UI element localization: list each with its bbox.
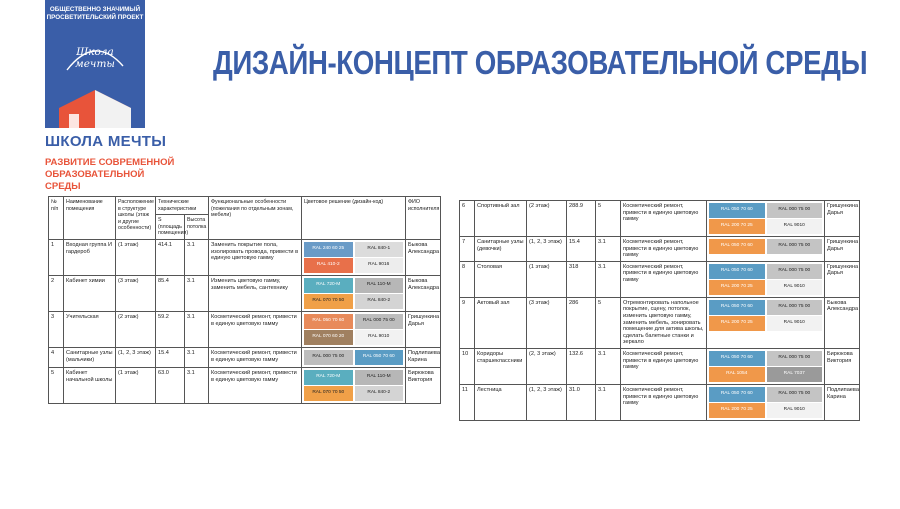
room-name: Санитарные узлы (мальчики): [64, 347, 116, 367]
room-area: 15.4: [156, 347, 185, 367]
row-number: 3: [49, 311, 64, 347]
room-requirements: Косметический ремонт, привести в единую цветовую гамму: [621, 384, 707, 420]
color-swatch: RAL 9010: [767, 219, 823, 234]
color-scheme: [302, 347, 406, 367]
executor-name: Бирюкова Виктория: [825, 348, 860, 384]
table-row: [49, 239, 441, 275]
ceiling-height: 5: [596, 201, 621, 237]
project-logo: [45, 0, 145, 128]
color-swatch: RAL 9010: [767, 403, 823, 418]
executor-name: Быкова Александра: [406, 275, 441, 311]
executor-name: Быкова Александра: [406, 239, 441, 275]
executor-name: Подлипаева Карина: [406, 347, 441, 367]
color-swatch: RAL 9010: [767, 316, 823, 331]
rooms-table-left: [48, 196, 440, 404]
color-scheme: [707, 261, 825, 297]
color-swatch-grid: [709, 351, 822, 382]
color-swatch: RAL 050 70 60: [355, 350, 404, 365]
executor-name: Бирюкова Виктория: [406, 367, 441, 403]
color-scheme: [707, 384, 825, 420]
room-area: 318: [567, 261, 596, 297]
room-area: 31.0: [567, 384, 596, 420]
row-number: 1: [49, 239, 64, 275]
logo-script-line-1: Школа: [76, 46, 114, 58]
col-header-color: Цветовое решение (дизайн-код): [302, 197, 406, 240]
color-swatch: RAL 240 60 25: [304, 242, 353, 257]
color-swatch: RAL 070 60 20: [304, 330, 353, 345]
color-swatch: RAL 200 70 25: [709, 316, 765, 331]
color-swatch-grid: [304, 314, 403, 345]
color-swatch: RAL 000 75 00: [767, 203, 823, 218]
room-requirements: Косметический ремонт, привести в единую цветовую гамму: [621, 237, 707, 262]
color-swatch: RAL 840-1: [355, 242, 404, 257]
row-number: 5: [49, 367, 64, 403]
table-row: [460, 237, 860, 262]
ceiling-height: 3.1: [596, 348, 621, 384]
table-row: [460, 297, 860, 348]
color-swatch: RAL 000 75 00: [767, 387, 823, 402]
ceiling-height: 3.1: [185, 275, 209, 311]
color-swatch: RAL 720-M: [304, 370, 353, 385]
color-swatch: RAL 050 70 60: [709, 239, 765, 254]
room-area: 414.1: [156, 239, 185, 275]
room-area: 286: [567, 297, 596, 348]
executor-name: Гришункина Дарья: [825, 201, 860, 237]
color-swatch: RAL 110-M: [355, 278, 404, 293]
color-scheme: [707, 201, 825, 237]
color-swatch: RAL 050 70 60: [709, 300, 765, 315]
room-requirements: Заменить покрытие пола, изолировать провода, привести в единую цветовую гамму: [209, 239, 302, 275]
ceiling-height: 3.1: [596, 261, 621, 297]
col-header-tech: Технические характеристики: [156, 197, 209, 215]
color-scheme: [302, 239, 406, 275]
ceiling-height: 3.1: [185, 367, 209, 403]
color-swatch: RAL 000 75 00: [767, 300, 823, 315]
rooms-table-left-body: [49, 239, 441, 403]
row-number: 6: [460, 201, 475, 237]
row-number: 2: [49, 275, 64, 311]
room-name: Актовый зал: [475, 297, 527, 348]
room-name: Спортивный зал: [475, 201, 527, 237]
table-row: [460, 348, 860, 384]
color-swatch: RAL 000 75 00: [767, 239, 823, 254]
color-swatch: RAL 200 70 25: [709, 219, 765, 234]
room-requirements: Косметический ремонт, привести в единую цветовую гамму: [209, 347, 302, 367]
color-swatch: RAL 070 70 50: [304, 386, 353, 401]
room-location: (2 этаж): [116, 311, 156, 347]
color-scheme: [302, 367, 406, 403]
color-scheme: [707, 297, 825, 348]
room-name: Лестница: [475, 384, 527, 420]
color-swatch: RAL 070 70 50: [304, 294, 353, 309]
color-swatch: RAL 7037: [767, 367, 823, 382]
color-swatch-grid: [304, 370, 403, 401]
room-location: (1, 2, 3 этаж): [116, 347, 156, 367]
color-swatch: RAL 9010: [767, 280, 823, 295]
color-swatch-grid: [304, 278, 403, 309]
executor-name: Гришункина Дарья: [406, 311, 441, 347]
logo-subtitle-line-1: РАЗВИТИЕ СОВРЕМЕННОЙ: [45, 157, 175, 168]
room-name: Учительская: [64, 311, 116, 347]
color-scheme: [302, 275, 406, 311]
executor-name: Подлипаева Карина: [825, 384, 860, 420]
room-location: (1 этаж): [116, 239, 156, 275]
col-header-func: Функциональные особенности (пожелания по отдельным зонам, мебели): [209, 197, 302, 240]
color-swatch: RAL 1054: [709, 367, 765, 382]
room-name: Санитарные узлы (девочки): [475, 237, 527, 262]
room-area: 15.4: [567, 237, 596, 262]
room-area: 132.6: [567, 348, 596, 384]
room-location: (1, 2, 3 этаж): [527, 384, 567, 420]
room-area: 63.0: [156, 367, 185, 403]
ceiling-height: 3.1: [185, 347, 209, 367]
ceiling-height: 3.1: [185, 239, 209, 275]
logo-subtitle: [45, 157, 175, 193]
logo-script-line-2: мечты: [75, 58, 115, 70]
col-header-location: Расположение в структуре школы (этаж и другие особенности): [116, 197, 156, 240]
room-requirements: Косметический ремонт, привести в единую цветовую гамму: [209, 311, 302, 347]
table-row: [460, 201, 860, 237]
room-location: (3 этаж): [527, 297, 567, 348]
logo-top-line-1: ОБЩЕСТВЕННО ЗНАЧИМЫЙ: [49, 6, 141, 13]
room-requirements: Косметический ремонт, привести в единую цветовую гамму: [621, 348, 707, 384]
room-location: (3 этаж): [116, 275, 156, 311]
table-row: [49, 347, 441, 367]
color-swatch: RAL 200 70 25: [709, 280, 765, 295]
table-row: [49, 275, 441, 311]
room-name: Входная группа И гардероб: [64, 239, 116, 275]
logo-top-text: [45, 6, 145, 22]
executor-name: Гришункина Дарья: [825, 261, 860, 297]
rooms-table-right: [459, 200, 859, 421]
room-name: Столовая: [475, 261, 527, 297]
color-scheme: [707, 237, 825, 262]
color-swatch: RAL 050 70 60: [709, 387, 765, 402]
color-swatch: RAL 000 75 00: [304, 350, 353, 365]
room-location: (2, 3 этаж): [527, 348, 567, 384]
color-swatch: RAL 000 75 00: [767, 264, 823, 279]
row-number: 9: [460, 297, 475, 348]
page-title: ДИЗАЙН-КОНЦЕПТ ОБРАЗОВАТЕЛЬНОЙ СРЕДЫ: [213, 44, 868, 81]
color-swatch: RAL 840-2: [355, 386, 404, 401]
executor-name: Гришункина Дарья: [825, 237, 860, 262]
col-header-area: S (площадь помещения): [156, 215, 185, 240]
color-swatch-grid: [709, 203, 822, 234]
room-location: (2 этаж): [527, 201, 567, 237]
room-requirements: Косметический ремонт, привести в единую цветовую гамму: [621, 201, 707, 237]
room-area: 59.2: [156, 311, 185, 347]
room-location: (1 этаж): [116, 367, 156, 403]
room-requirements: Отремонтировать напольное покрытие, сцену, потолок, изменить цветовую гамму, заменить мебель, зонировать помещение для актива школы, сделать балетные станки и зеркало: [621, 297, 707, 348]
color-swatch: RAL 9016: [355, 258, 404, 273]
table-row: [460, 384, 860, 420]
rooms-table-right-body: [460, 201, 860, 421]
color-swatch: RAL 050 70 60: [709, 203, 765, 218]
row-number: 8: [460, 261, 475, 297]
color-swatch: RAL 410-2: [304, 258, 353, 273]
color-swatch-grid: [709, 387, 822, 418]
color-swatch-grid: [709, 239, 822, 254]
row-number: 11: [460, 384, 475, 420]
color-scheme: [707, 348, 825, 384]
row-number: 10: [460, 348, 475, 384]
row-number: 7: [460, 237, 475, 262]
room-name: Коридоры старшеклассники: [475, 348, 527, 384]
room-requirements: Косметический ремонт, привести в единую цветовую гамму: [209, 367, 302, 403]
room-area: 85.4: [156, 275, 185, 311]
school-building-icon: [55, 84, 135, 128]
table-row: [49, 311, 441, 347]
color-swatch: RAL 720-M: [304, 278, 353, 293]
room-name: Кабинет начальной школы: [64, 367, 116, 403]
col-header-person: ФИО исполнителя: [406, 197, 441, 240]
color-swatch: RAL 000 75 00: [767, 351, 823, 366]
color-swatch: RAL 050 70 60: [709, 264, 765, 279]
ceiling-height: 3.1: [596, 237, 621, 262]
color-swatch: RAL 050 70 60: [709, 351, 765, 366]
color-swatch: RAL 200 70 25: [709, 403, 765, 418]
color-swatch: RAL 050 70 60: [304, 314, 353, 329]
color-scheme: [302, 311, 406, 347]
ceiling-height: 3.1: [185, 311, 209, 347]
color-swatch-grid: [304, 350, 403, 365]
row-number: 4: [49, 347, 64, 367]
color-swatch: RAL 000 75 00: [355, 314, 404, 329]
color-swatch: RAL 110-M: [355, 370, 404, 385]
room-location: (1 этаж): [527, 261, 567, 297]
table-row: [460, 261, 860, 297]
room-location: (1, 2, 3 этаж): [527, 237, 567, 262]
color-swatch: RAL 9010: [355, 330, 404, 345]
col-header-num: № п/п: [49, 197, 64, 240]
room-area: 288.9: [567, 201, 596, 237]
ceiling-height: 3.1: [596, 384, 621, 420]
room-requirements: Изменить цветовую гамму, заменить мебель, сантехнику: [209, 275, 302, 311]
table-row: [49, 367, 441, 403]
color-swatch-grid: [304, 242, 403, 273]
color-swatch-grid: [709, 300, 822, 331]
color-swatch-grid: [709, 264, 822, 295]
executor-name: Быкова Александра: [825, 297, 860, 348]
ceiling-height: 5: [596, 297, 621, 348]
logo-name: ШКОЛА МЕЧТЫ: [45, 133, 167, 150]
room-requirements: Косметический ремонт, привести в единую цветовую гамму: [621, 261, 707, 297]
color-swatch: RAL 840-2: [355, 294, 404, 309]
logo-top-line-2: ПРОСВЕТИТЕЛЬСКИЙ ПРОЕКТ: [46, 14, 144, 21]
col-header-height: Высота потолка: [185, 215, 209, 240]
logo-script-text: [63, 46, 127, 70]
col-header-name: Наименование помещения: [64, 197, 116, 240]
logo-subtitle-line-2: ОБРАЗОВАТЕЛЬНОЙ СРЕДЫ: [45, 169, 145, 192]
room-name: Кабинет химии: [64, 275, 116, 311]
